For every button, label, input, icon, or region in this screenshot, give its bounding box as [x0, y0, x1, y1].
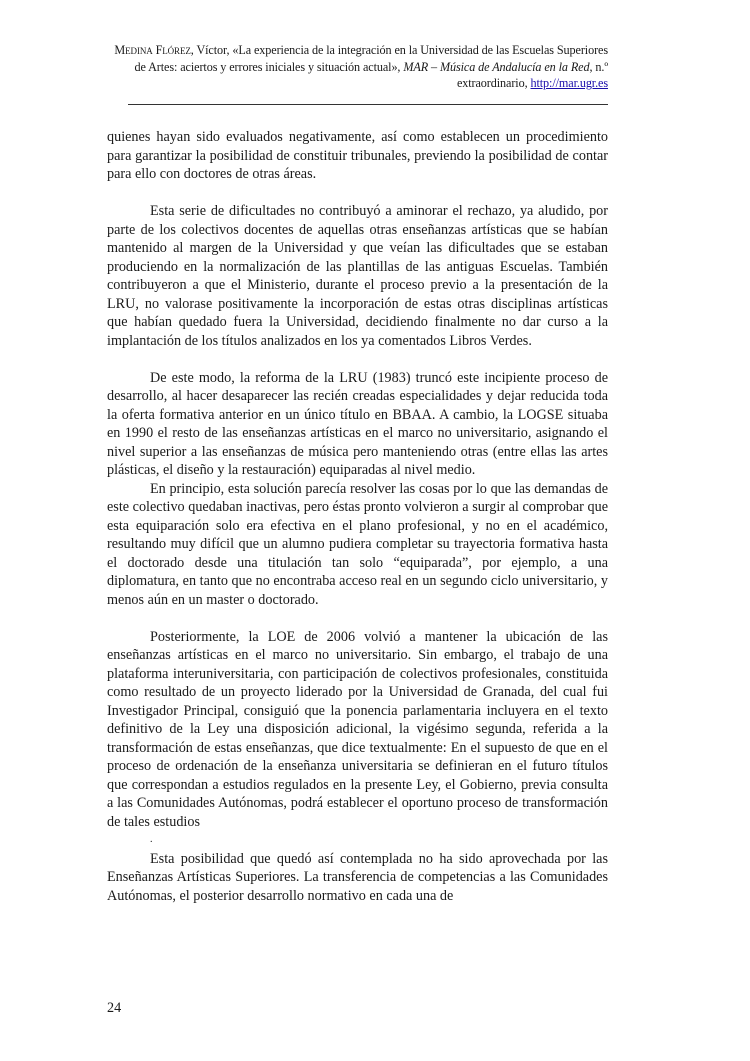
header-issue: , n.º extraordinario, — [456, 59, 608, 91]
running-header — [110, 42, 608, 92]
page-number: 24 — [107, 1000, 122, 1016]
stray-dot: . — [150, 834, 153, 845]
paragraph-continued: quienes hayan sido evaluados negativamente, así como establecen un procedimiento para garantizar la posibilidad de constituir tribunales, previendo la posibilidad de contar para ello con doctores de otras áreas. — [107, 129, 608, 182]
header-journal: MAR – Música de Andalucía en la Red — [403, 59, 590, 74]
paragraph: Esta posibilidad que quedó así contemplada no ha sido aprovechada por las Enseñanzas Artísticas Superiores. La transferencia de competencias a las Comunidades Autónomas, el posterior desarrollo normativo en cada una de — [107, 850, 608, 904]
paragraph: Posteriormente, la LOE de 2006 volvió a mantener la ubicación de las enseñanzas artísticas en el marco no universitario. Sin embargo, el trabajo de una plataforma interuniversitaria, con participación de colectivos profesionales, constituida como resultado de un proyecto liderado por la Universidad de Granada, del cual fui Investigador Principal, consiguió que la ponencia parlamentaria incluyera en el texto definitivo de la Ley una disposición adicional, la vigésimo segunda, referida a la transformación de estas enseñanzas, que dice textualmente: En el supuesto de que en el proceso de ordenación de la enseñanza universitaria se definieran en el futuro títulos que correspondan a estudios regulados en la presente Ley, el Gobierno, previa consulta a las Comunidades Autónomas, podrá establecer el oportuno proceso de transformación de tales estudios — [107, 628, 608, 830]
paragraph: De este modo, la reforma de la LRU (1983) truncó este incipiente proceso de desarrollo, al hacer desaparecer las recién creadas especialidades y dejar reducida toda la oferta formativa anterior en un único título en BBAA. A cambio, la LOGSE situaba en 1990 el resto de las enseñanzas artísticas en el marco no universitario, asignando el nivel superior a las enseñanzas de música pero manteniendo otras (entre ellas las artes plásticas, el diseño y la restauración) equiparadas al nivel medio. — [107, 369, 608, 478]
paragraph: En principio, esta solución parecía resolver las cosas por lo que las demandas de este colectivo quedaban inactivas, pero éstas pronto volvieron a surgir al comprobar que esta equiparación solo era efectiva en el plano profesional, y no en el académico, resultando muy difícil que un alumno pudiera completar su trayectoria formativa hasta el doctorado desde una titulación tan solo “equiparada”, por ejemplo, a una diplomatura, en tanto que no encontraba acceso real en un segundo ciclo universitario, y menos aún en un master o doctorado. — [107, 480, 608, 608]
header-url-link[interactable]: http://mar.ugr.es — [530, 76, 608, 91]
header-author: Medina Flórez — [114, 43, 191, 57]
body-text — [107, 128, 608, 905]
header-citation: , Víctor, «La experiencia de la integración en la Universidad de las Escuelas Superiores de Artes: aciertos y errores iniciales y situación actual», — [134, 43, 608, 74]
header-rule — [128, 104, 608, 105]
paragraph: Esta serie de dificultades no contribuyó a aminorar el rechazo, ya aludido, por parte de los colectivos docentes de aquellas otras enseñanzas artísticas que se habían mantenido al margen de la Universidad y que veían las dificultades que se estaban produciendo en la normalización de las plantillas de las antiguas Escuelas. También contribuyeron a que el Ministerio, durante el proceso previo a la presentación de la LRU, no valorase positivamente la incorporación de estas otras disciplinas artísticas que habían quedado fuera la Universidad, decidiendo finalmente no dar curso a la implantación de los títulos analizados en los ya comentados Libros Verdes. — [107, 203, 608, 349]
